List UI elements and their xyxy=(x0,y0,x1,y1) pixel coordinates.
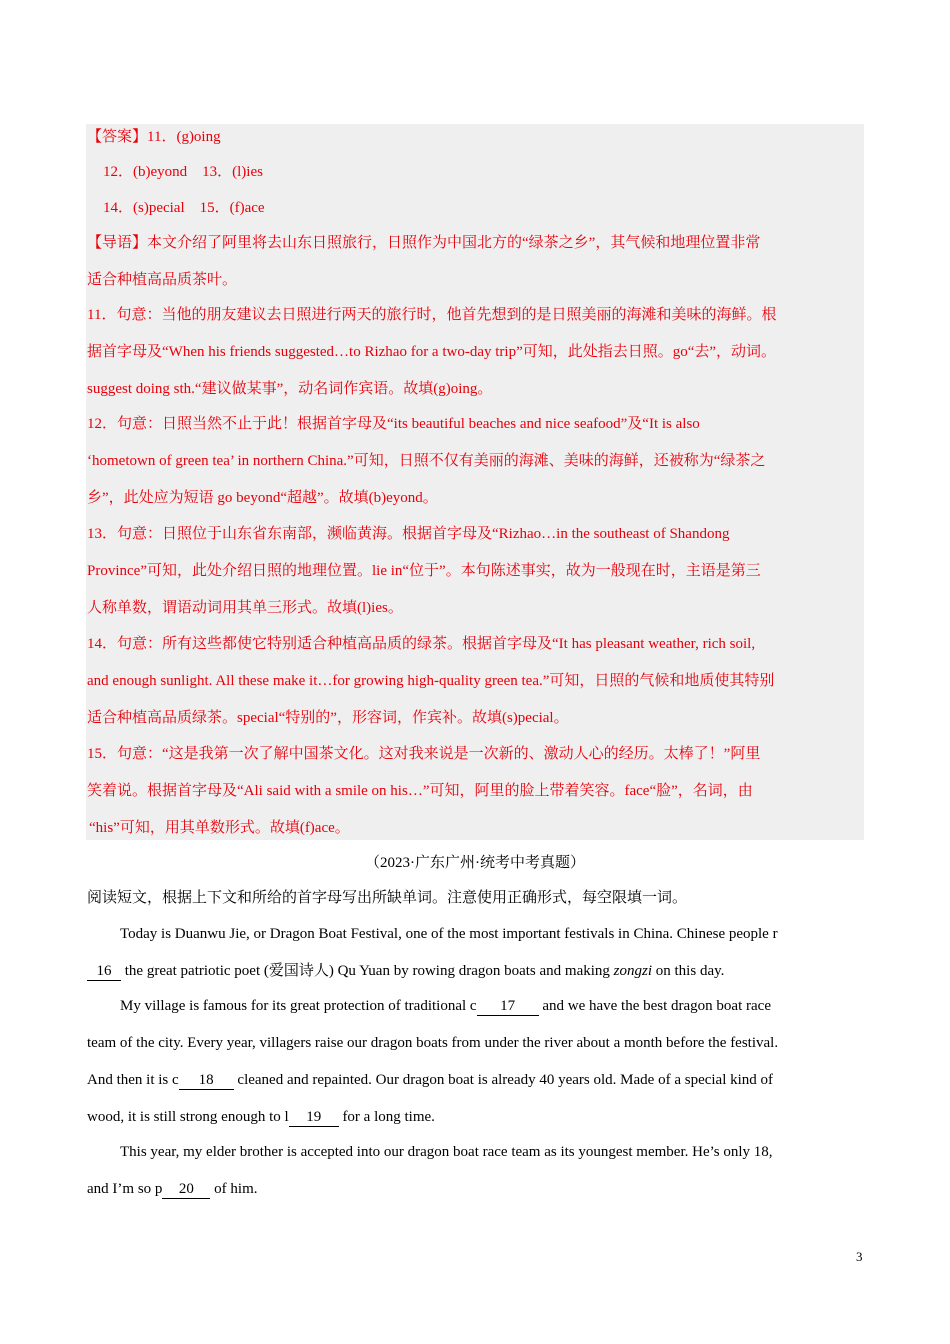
explanation-line: and enough sunlight. All these make it…for growing high-quality green tea.”可知，日照的气候和地质使其特别 xyxy=(87,673,775,689)
blank-19[interactable]: 19 xyxy=(289,1109,339,1127)
guide-line-2: 适合种植高品质茶叶。 xyxy=(87,272,238,288)
answer-line-1: 【答案】11．(g)oing xyxy=(87,129,221,145)
passage-text: and we have the best dragon boat race xyxy=(538,998,771,1014)
blank-18[interactable]: 18 xyxy=(179,1072,234,1090)
explanation-line: 11．句意：当他的朋友建议去日照进行两天的旅行时，他首先想到的是日照美丽的海滩和美味的海鲜。根 xyxy=(87,307,777,323)
explanation-line: 12．句意：日照当然不止于此！根据首字母及“its beautiful beaches and nice seafood”及“It is also xyxy=(87,416,700,432)
passage-text: the great patriotic poet (爱国诗人) Qu Yuan by rowing dragon boats and making xyxy=(121,963,614,979)
passage-text: wood, it is still strong enough to l xyxy=(87,1109,289,1125)
explanation-line: 人称单数，谓语动词用其单三形式。故填(l)ies。 xyxy=(87,600,403,616)
explanation-line: 14．句意：所有这些都使它特别适合种植高品质的绿茶。根据首字母及“It has pleasant weather, rich soil, xyxy=(87,636,756,652)
passage-line xyxy=(120,996,771,1016)
answer-explanation-box xyxy=(86,124,864,840)
passage-text: cleaned and repainted. Our dragon boat is already 40 years old. Made of a special kind of xyxy=(233,1072,774,1088)
passage-line xyxy=(87,961,724,981)
passage-line xyxy=(87,1070,773,1090)
blank-16[interactable]: 16 xyxy=(87,963,121,981)
passage-text: for a long time. xyxy=(338,1109,435,1125)
answer-line-2: 12．(b)eyond 13．(l)ies xyxy=(103,164,263,180)
answer-line-3: 14．(s)pecial 15．(f)ace xyxy=(103,200,265,216)
passage-line: This year, my elder brother is accepted into our dragon boat race team as its youngest member. He’s only 18, xyxy=(120,1144,773,1160)
passage-line: Today is Duanwu Jie, or Dragon Boat Festival, one of the most important festivals in China. Chinese people r xyxy=(120,926,778,942)
explanation-line: Province”可知，此处介绍日照的地理位置。lie in“位于”。本句陈述事实，故为一般现在时，主语是第三 xyxy=(87,563,761,579)
explanation-line: ‘hometown of green tea’ in northern China.”可知，日照不仅有美丽的海滩、美味的海鲜，还被称为“绿茶之 xyxy=(87,453,766,469)
explanation-line: 15．句意：“这是我第一次了解中国茶文化。这对我来说是一次新的、激动人心的经历。太棒了！”阿里 xyxy=(87,746,761,762)
passage-text: My village is famous for its great protection of traditional c xyxy=(120,998,477,1014)
guide-line-1: 【导语】本文介绍了阿里将去山东日照旅行，日照作为中国北方的“绿茶之乡”，其气候和地理位置非常 xyxy=(87,235,761,251)
passage-line: team of the city. Every year, villagers raise our dragon boats from under the river about a month before the festival. xyxy=(87,1035,779,1051)
instructions: 阅读短文，根据上下文和所给的首字母写出所缺单词。注意使用正确形式，每空限填一词。 xyxy=(87,890,688,906)
passage-text: and I’m so p xyxy=(87,1181,163,1197)
passage-italic: zongzi xyxy=(613,963,653,979)
page-number: 3 xyxy=(856,1249,863,1264)
passage-line xyxy=(87,1179,258,1199)
passage-text: on this day. xyxy=(652,963,725,979)
explanation-line: 适合种植高品质绿茶。special“特别的”，形容词，作宾补。故填(s)pecial。 xyxy=(87,710,569,726)
passage-line xyxy=(87,1107,435,1127)
passage-text: of him. xyxy=(210,1181,258,1197)
passage-text: And then it is c xyxy=(87,1072,179,1088)
blank-20[interactable]: 20 xyxy=(162,1181,210,1199)
blank-17[interactable]: 17 xyxy=(477,998,539,1016)
explanation-line: suggest doing sth.“建议做某事”，动名词作宾语。故填(g)oing。 xyxy=(87,381,493,397)
exam-source: （2023·广东广州·统考中考真题） xyxy=(365,855,585,871)
explanation-line: 据首字母及“When his friends suggested…to Rizhao for a two-day trip”可知，此处指去日照。go“去”，动词。 xyxy=(87,344,777,360)
explanation-line: “his”可知，用其单数形式。故填(f)ace。 xyxy=(89,820,350,836)
explanation-line: 笑着说。根据首字母及“Ali said with a smile on his…”可知，阿里的脸上带着笑容。face“脸”，名词，由 xyxy=(87,783,753,799)
explanation-line: 乡”，此处应为短语 go beyond“超越”。故填(b)eyond。 xyxy=(87,490,438,506)
explanation-line: 13．句意：日照位于山东省东南部，濒临黄海。根据首字母及“Rizhao…in the southeast of Shandong xyxy=(87,526,730,542)
